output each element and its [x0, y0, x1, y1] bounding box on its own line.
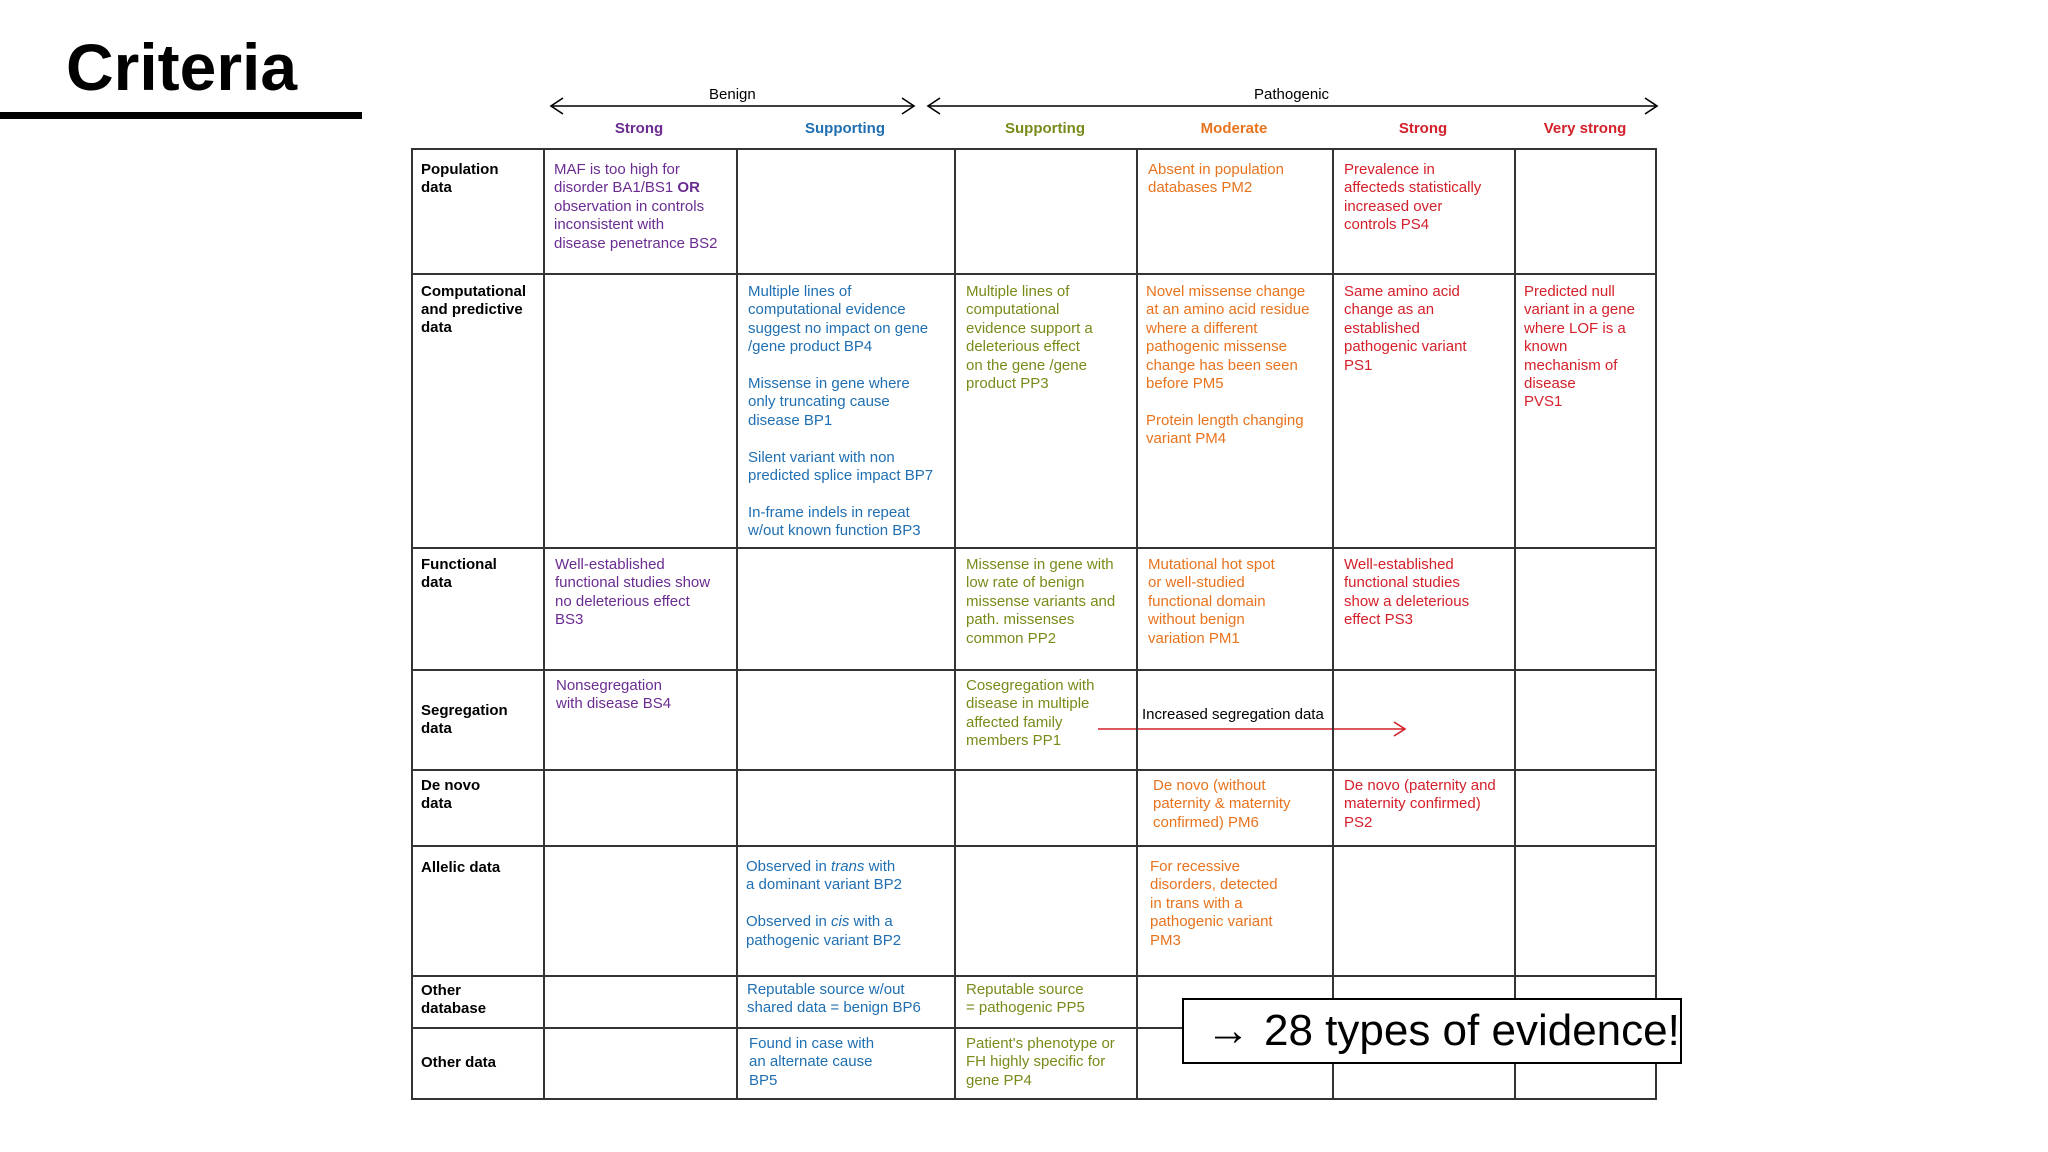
cell-other-database-benign-supporting: Reputable source w/out shared data = benign BP6: [747, 981, 921, 1017]
cell-segregation-pathogenic-supporting: Cosegregation with disease in multiple affected family members PP1: [966, 677, 1095, 750]
cell-other-data-benign-supporting: Found in case with an alternate cause BP5: [749, 1035, 875, 1089]
cell-computational-very-strong: Predicted null variant in a gene where LOF is a known mechanism of disease PVS1: [1524, 283, 1635, 411]
cell-functional-moderate: Mutational hot spot or well-studied functional domain without benign variation PM1: [1148, 556, 1275, 647]
pathogenic-label: Pathogenic: [1254, 86, 1330, 103]
segregation-arrow-label: Increased segregation data: [1142, 706, 1324, 723]
cell-text-cis: cis: [831, 913, 850, 931]
cell-functional-pathogenic-supporting: Missense in gene with low rate of benign missense variants and path. missenses common PP2: [966, 556, 1116, 647]
cell-population-moderate: Absent in population databases PM2: [1148, 161, 1284, 197]
cell-text: with a pathogenic variant BP2: [746, 913, 902, 949]
cell-de-novo-strong: De novo (paternity and maternity confirmed) PS2: [1344, 777, 1496, 831]
col-header-benign-supporting: Supporting: [805, 120, 885, 137]
cell-functional-benign-strong: Well-established functional studies show no deleterious effect BS3: [555, 556, 711, 629]
col-header-pathogenic-moderate: Moderate: [1200, 120, 1268, 137]
cell-text: MAF is too high for disorder BA1/BS1: [554, 161, 680, 197]
cell-computational-benign-supporting: Multiple lines of computational evidence suggest no impact on gene /gene product BP4 Missense in gene where only truncating cause disease BP1 Silent variant with non predicted splice impact BP7 In-frame indels in repeat w/out known function BP3: [748, 283, 934, 540]
row-label-population: Population data: [421, 161, 499, 196]
row-label-segregation: Segregation data: [421, 702, 508, 737]
row-label-other-database: Other database: [421, 982, 487, 1017]
cell-population-benign-strong: [554, 161, 717, 253]
cell-computational-pathogenic-supporting: Multiple lines of computational evidence support a deleterious effect on the gene /gene product PP3: [966, 283, 1093, 393]
cell-text: Observed in: [746, 858, 832, 875]
cell-population-strong: Prevalence in affecteds statistically increased over controls PS4: [1344, 161, 1482, 234]
cell-text: with a dominant variant BP2: [746, 858, 902, 894]
cell-functional-strong: Well-established functional studies show a deleterious effect PS3: [1344, 556, 1470, 629]
benign-label: Benign: [709, 86, 756, 103]
cell-de-novo-moderate: De novo (without paternity & maternity confirmed) PM6: [1153, 777, 1291, 831]
cell-other-data-pathogenic-supporting: Patient's phenotype or FH highly specific for gene PP4: [966, 1035, 1115, 1089]
cell-segregation-benign-strong: Nonsegregation with disease BS4: [556, 677, 672, 713]
slide-title: Criteria: [66, 30, 298, 104]
row-label-de-novo: De novo data: [421, 777, 481, 812]
col-header-pathogenic-very-strong: Very strong: [1543, 120, 1627, 137]
row-label-other-data: Other data: [421, 1054, 497, 1071]
row-label-computational: Computational and predictive data: [421, 283, 526, 336]
callout-text: 28 types of evidence!: [1264, 1006, 1680, 1055]
row-label-allelic: Allelic data: [421, 859, 501, 876]
cell-computational-moderate: Novel missense change at an amino acid residue where a different pathogenic missense change has been seen before PM5 Protein length changing variant PM4: [1146, 283, 1310, 448]
cell-text-trans: trans: [831, 858, 865, 875]
cell-text-or: OR: [677, 179, 700, 197]
col-header-benign-strong: Strong: [614, 120, 664, 137]
segregation-arrow: [1098, 722, 1405, 736]
cell-allelic-moderate: For recessive disorders, detected in trans with a pathogenic variant PM3: [1150, 858, 1278, 949]
right-arrow-icon: →: [1206, 1006, 1250, 1055]
col-header-pathogenic-strong: Strong: [1398, 120, 1448, 137]
row-label-functional: Functional data: [421, 556, 497, 591]
cell-text: observation in controls inconsistent with disease penetrance BS2: [554, 197, 718, 252]
col-header-pathogenic-supporting: Supporting: [1005, 120, 1085, 137]
cell-other-database-pathogenic-supporting: Reputable source = pathogenic PP5: [966, 981, 1085, 1017]
cell-computational-strong: Same amino acid change as an established pathogenic variant PS1: [1344, 283, 1467, 374]
cell-allelic-benign-supporting: [746, 858, 902, 950]
evidence-count-callout: [1182, 998, 1682, 1064]
cell-text: Observed in: [746, 913, 832, 931]
